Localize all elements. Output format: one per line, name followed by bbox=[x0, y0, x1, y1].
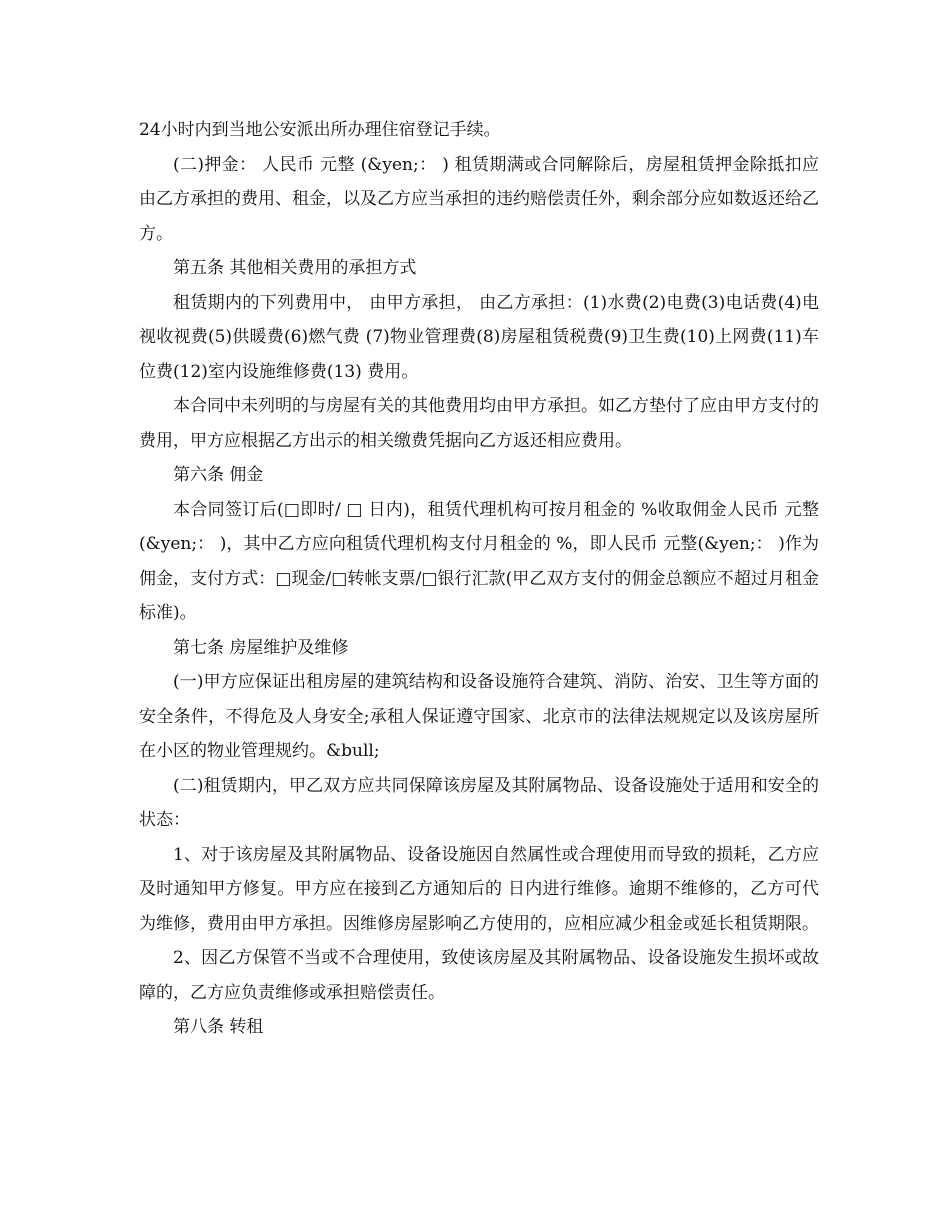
paragraph-deposit: (二)押金： 人民币 元整 (&yen;： ) 租赁期满或合同解除后，房屋租赁押金除抵扣应由乙方承担的费用、租金，以及乙方应当承担的违约赔偿责任外，剩余部分应如数返还给乙方。 bbox=[139, 154, 819, 244]
article-7-heading: 第七条 房屋维护及维修 bbox=[173, 637, 349, 658]
paragraph-registration: 24小时内到当地公安派出所办理住宿登记手续。 bbox=[139, 120, 501, 140]
paragraph-maintenance-1: (一)甲方应保证出租房屋的建筑结构和设备设施符合建筑、消防、治安、卫生等方面的安全条件，不得危及人身安全;承租人保证遵守国家、北京市的法律法规规定以及该房屋所在小区的物业管理规约。&bull; bbox=[139, 672, 819, 761]
paragraph-commission: 本合同签订后(□即时/ □ 日内)，租赁代理机构可按月租金的 %收取佣金人民币 元整(&yen;： )，其中乙方应向租赁代理机构支付月租金的 %，即人民币 元整(&yen;： )作为佣金，支付方式：□现金/□转帐支票/□银行汇款(甲乙双方支付的佣金总额应不超过月租金标准)。 bbox=[139, 499, 819, 623]
paragraph-repair-item-1: 1、对于该房屋及其附属物品、设备设施因自然属性或合理使用而导致的损耗，乙方应及时通知甲方修复。甲方应在接到乙方通知后的 日内进行维修。逾期不维修的，乙方可代为维修，费用由甲方承担。因维修房屋影响乙方使用的，应相应减少租金或延长租赁期限。 bbox=[139, 844, 819, 934]
paragraph-repair-item-2: 2、因乙方保管不当或不合理使用，致使该房屋及其附属物品、设备设施发生损坏或故障的，乙方应负责维修或承担赔偿责任。 bbox=[139, 948, 819, 1003]
article-6-heading: 第六条 佣金 bbox=[173, 465, 264, 485]
article-5-heading: 第五条 其他相关费用的承担方式 bbox=[173, 258, 417, 278]
article-8-heading: 第八条 转租 bbox=[173, 1017, 264, 1037]
paragraph-maintenance-2: (二)租赁期内，甲乙双方应共同保障该房屋及其附属物品、设备设施处于适用和安全的状态： bbox=[139, 775, 819, 830]
paragraph-fees-list: 租赁期内的下列费用中， 由甲方承担， 由乙方承担：(1)水费(2)电费(3)电话费(4)电视收视费(5)供暖费(6)燃气费 (7)物业管理费(8)房屋租赁税费(9)卫生费(10)上网费(11)车位费(12)室内设施维修费(13) 费用。 bbox=[139, 292, 819, 382]
document-body bbox=[139, 113, 819, 1045]
paragraph-other-fees: 本合同中未列明的与房屋有关的其他费用均由甲方承担。如乙方垫付了应由甲方支付的费用，甲方应根据乙方出示的相关缴费凭据向乙方返还相应费用。 bbox=[139, 396, 819, 451]
